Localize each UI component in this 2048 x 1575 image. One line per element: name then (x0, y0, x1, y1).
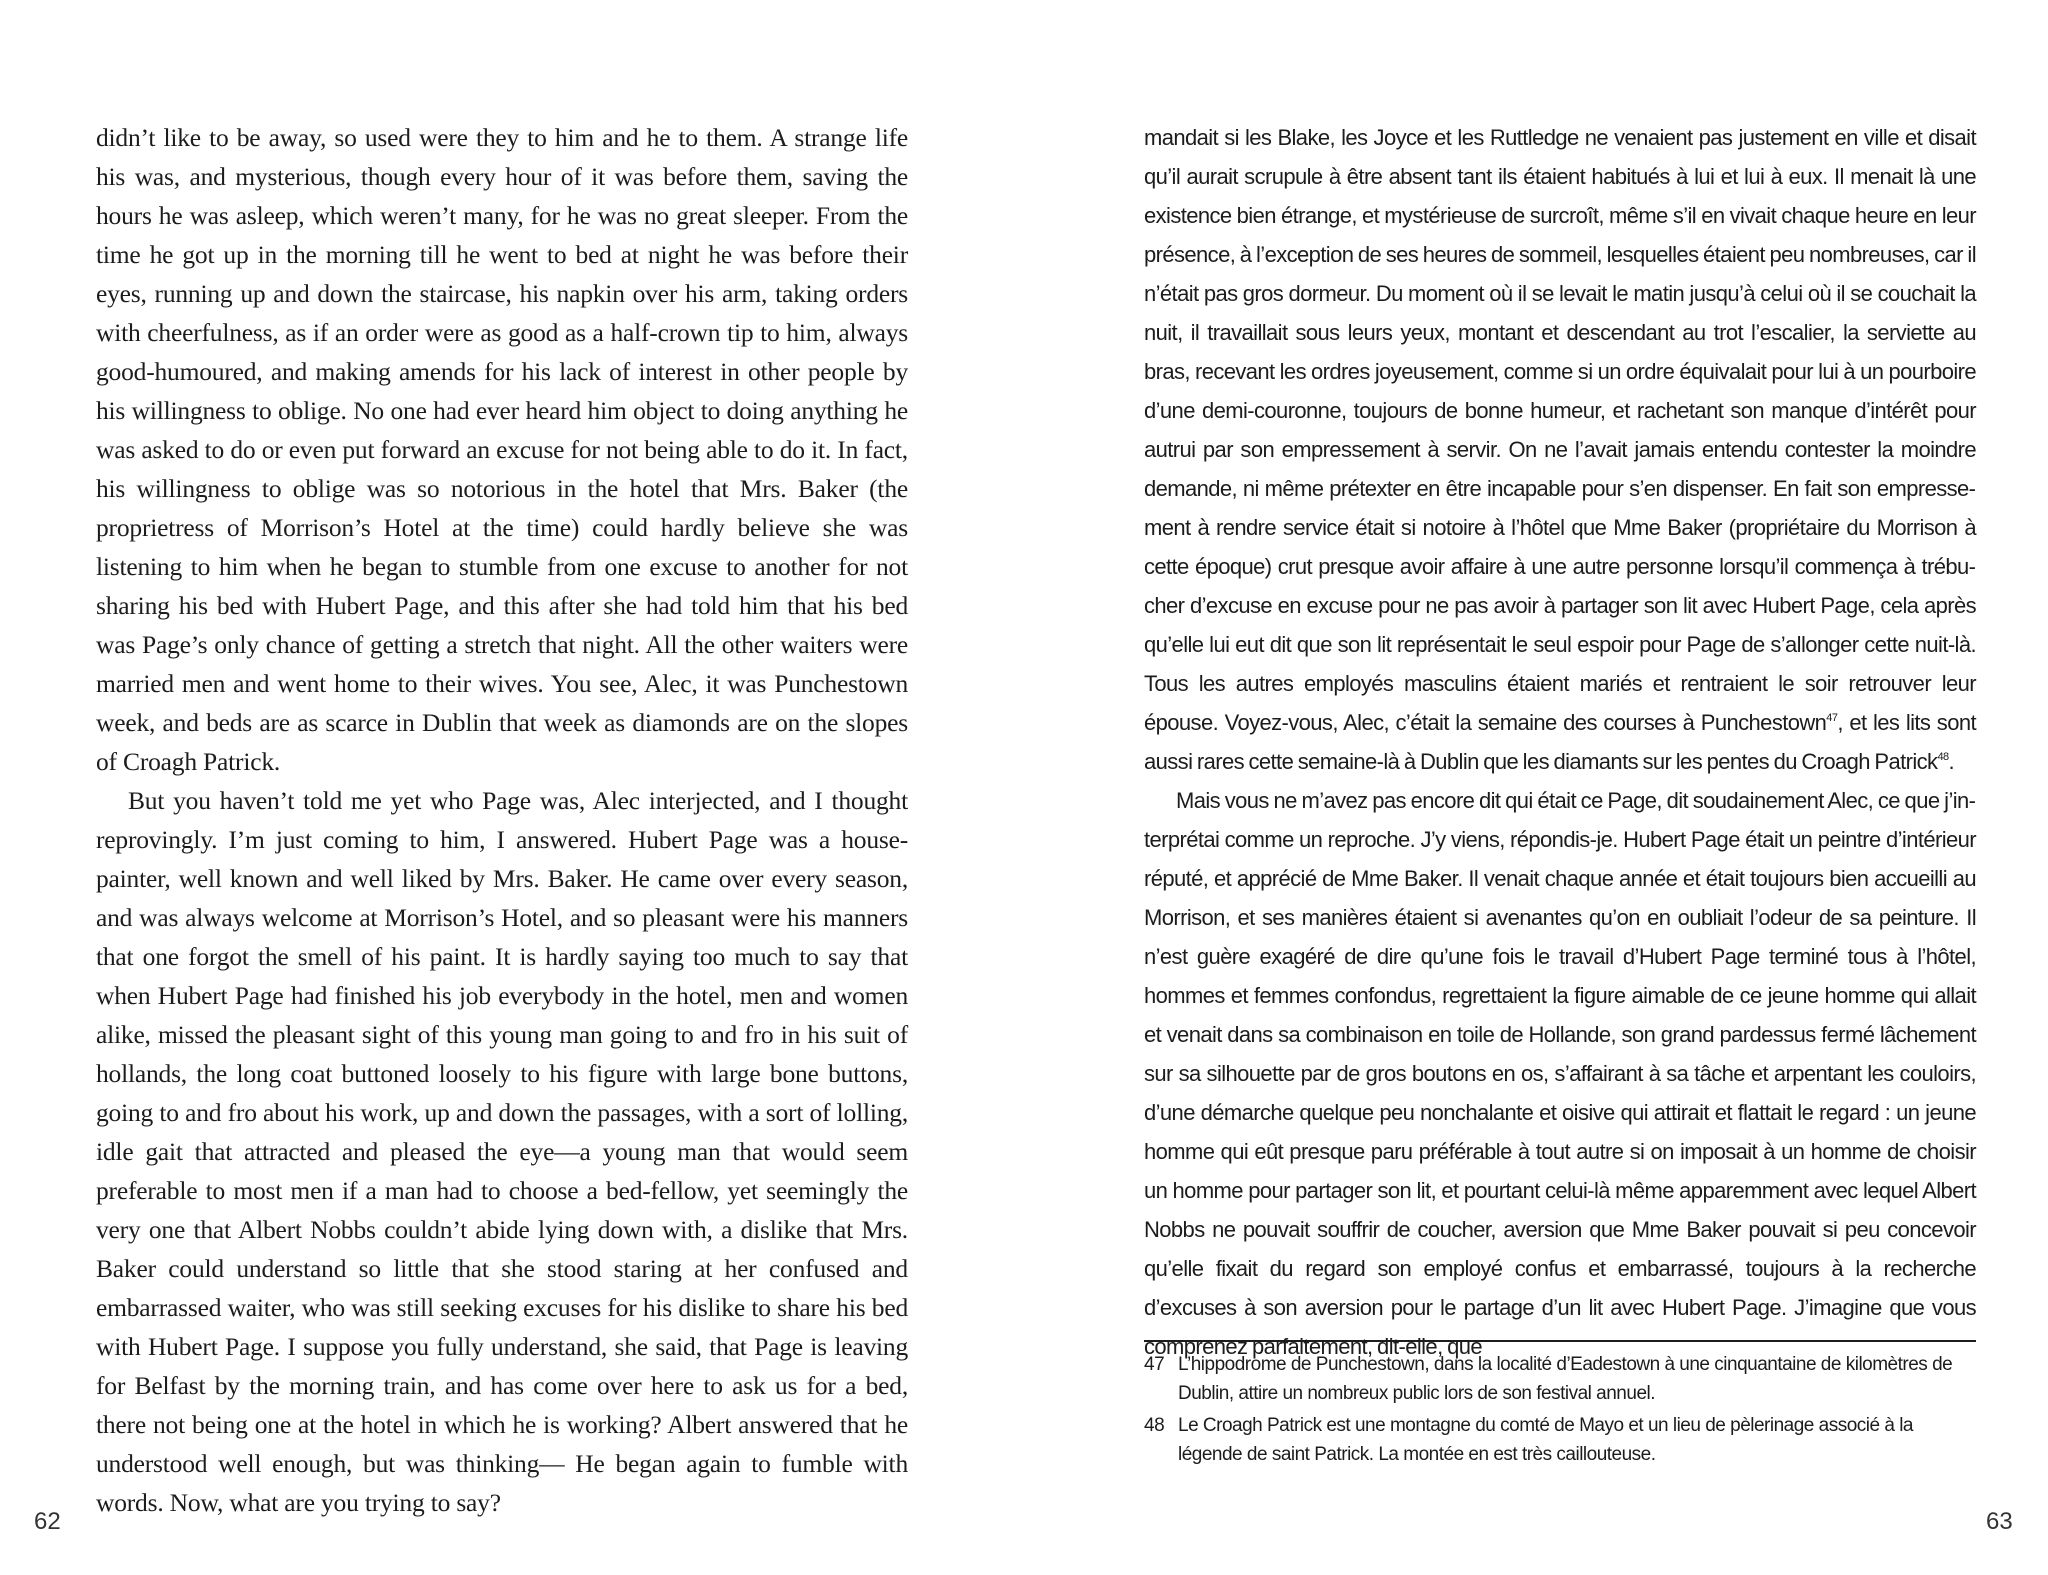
footnote-text: Le Croagh Patrick est une montagne du comté de Mayo et un lieu de pèlerinage associé à la légende de saint Patrick. La montée en est très caillouteuse. (1178, 1415, 1913, 1465)
english-paragraph-2: But you haven’t told me yet who Page was, Alec interjected, and I thought reprovingly. I’m just coming to him, I answered. Hubert Page was a house-painter, well known and well liked by Mrs. Baker. He came over every season, and was always welcome at Morrison’s Hotel, and so pleasant were his manners that one forgot the smell of his paint. It is hardly saying too much to say that when Hubert Page had finished his job everybody in the hotel, men and women alike, missed the pleasant sight of this young man going to and fro in his suit of hollands, the long coat buttoned loosely to his figure with large bone buttons, going to and fro about his work, up and down the passages, with a sort of lolling, idle gait that attracted and pleased the eye—a young man that would seem preferable to most men if a man had to choose a bed-fellow, yet seemingly the very one that Albert Nobbs couldn’t abide lying down with, a dislike that Mrs. Baker could understand so little that she stood staring at her confused and embarrassed waiter, who was still seeking excuses for his dislike to share his bed with Hubert Page. I suppose you fully understand, she said, that Page is leaving for Belfast by the morning train, and has come over here to ask us for a bed, there not being one at the hotel in which he is working? Albert answered that he understood well enough, but was thinking— He began again to fumble with words. Now, what are you trying to say? (96, 786, 908, 1517)
english-paragraph-1: didn’t like to be away, so used were they to him and he to them. A strange life his was, and mysterious, though every hour of it was before them, saving the hours he was asleep, which weren’t many, for he was no great sleeper. From the time he got up in the morning till he went to bed at night he was before their eyes, running up and down the staircase, his napkin over his arm, taking orders with cheerfulness, as if an order were as good as a half-crown tip to him, always good-humoured, and making amends for his lack of interest in other people by his willingness to oblige. No one had ever heard him object to doing anything he was asked to do or even put forward an excuse for not being able to do it. In fact, his willingness to oblige was so notorious in the hotel that Mrs. Baker (the proprietress of Morrison’s Hotel at the time) could hardly believe she was listening to him when he began to stumble from one excuse to another for not sharing his bed with Hubert Page, and this after she had told him that his bed was Page’s only chance of getting a stretch that night. All the other waiters were married men and went home to their wives. You see, Alec, it was Punchestown week, and beds are as scarce in Dublin that week as diamonds are on the slopes of Croagh Patrick. (96, 123, 908, 776)
page-number-right: 63 (1986, 1508, 2013, 1535)
footnote-text: L’hippodrome de Punchestown, dans la localité d’Eadestown à une cinquantaine de kilomètres de Dublin, attire un nombreux public lors de son festival annuel. (1178, 1354, 1953, 1404)
french-paragraph-2: Mais vous ne m’avez pas encore dit qui était ce Page, dit soudainement Alec, ce que j’interprétai comme un reproche. J’y viens, répondis-je. Hubert Page était un peintre d’intérieur réputé, et apprécié de Mme Baker. Il venait chaque année et était toujours bien accueilli au Morrison, et ses manières étaient si avenantes qu’on en oubliait l’odeur de sa peinture. Il n’est guère exagéré de dire qu’une fois le travail d’Hubert Page terminé tous à l’hôtel, hommes et femmes confondus, regrettaient la figure aimable de ce jeune homme qui allait et venait dans sa combinaison en toile de Hollande, son grand pardessus fermé lâchement sur sa silhouette par de gros boutons en os, s’affairant à sa tâche et arpentant les couloirs, d’une démarche quelque peu nonchalante et oisive qui attirait et flattait le regard : un jeune homme qui eût presque paru préférable à tout autre si on imposait à un homme de choisir un homme pour partager son lit, et pourtant celui-là même apparemment avec lequel Albert Nobbs ne pouvait souffrir de coucher, aversion que Mme Baker pouvait si peu concevoir qu’elle fixait du regard son employé confus et embarrassé, toujours à la recherche d’excuses à son aversion pour le partage d’un lit avec Hubert Page. J’imagine que vous comprenez parfaitement, dit-elle, que (1144, 788, 1976, 1359)
footnote-48 (1144, 1411, 1976, 1469)
footnote-number: 47 (1144, 1354, 1165, 1375)
footnote-ref-48[interactable]: 48 (1937, 751, 1949, 763)
footnote-divider (1144, 1340, 1976, 1342)
footnote-number: 48 (1144, 1415, 1165, 1436)
english-text-block (96, 118, 908, 1522)
french-text-block (1144, 118, 1976, 1366)
french-paragraph-1-text-b: , et les lits sont aussi rares cette semaine-là à Dublin que les diamants sur les pentes du Croagh Patrick (1144, 710, 1976, 774)
footnote-ref-47[interactable]: 47 (1826, 712, 1838, 724)
footnotes (1144, 1350, 1976, 1472)
french-paragraph-1-text-a: mandait si les Blake, les Joyce et les Ruttledge ne venaient pas justement en ville et disait qu’il aurait scrupule à être absent tant ils étaient habitués à lui et lui à eux. Il menait là une existence bien étrange, et mystérieuse de surcroît, même s’il en vivait chaque heure en leur présence, à l’exception de ses heures de sommeil, lesquelles étaient peu nombreuses, car il n’était pas gros dormeur. Du moment où il se levait le matin jusqu’à celui où il se couchait la nuit, il travaillait sous leurs yeux, montant et descendant au trot l’escalier, la serviette au bras, recevant les ordres joyeusement, comme si un ordre équivalait pour lui à un pourboire d’une demi-couronne, toujours de bonne humeur, et rachetant son manque d’intérêt pour autrui par son empressement à servir. On ne l’avait jamais entendu contester la moindre demande, ni même prétexter en être incapable pour s’en dispenser. En fait son empressement à rendre service était si notoire à l’hôtel que Mme Baker (propriétaire du Morrison à cette époque) crut presque avoir affaire à une autre personne lorsqu’il commença à trébucher d’excuse en excuse pour ne pas avoir à partager son lit avec Hubert Page, cela après qu’elle lui eut dit que son lit représentait le seul espoir pour Page de s’allonger cette nuit-là. Tous les autres employés masculins étaient mariés et rentraient le soir retrouver leur épouse. Voyez-vous, Alec, c’était la semaine des courses à Punchestown (1144, 125, 1976, 735)
footnote-47 (1144, 1350, 1976, 1408)
page-number-left: 62 (34, 1508, 61, 1535)
french-paragraph-1 (1144, 118, 1976, 781)
right-page (1024, 0, 2048, 1575)
french-paragraph-1-text-c: . (1948, 749, 1955, 774)
